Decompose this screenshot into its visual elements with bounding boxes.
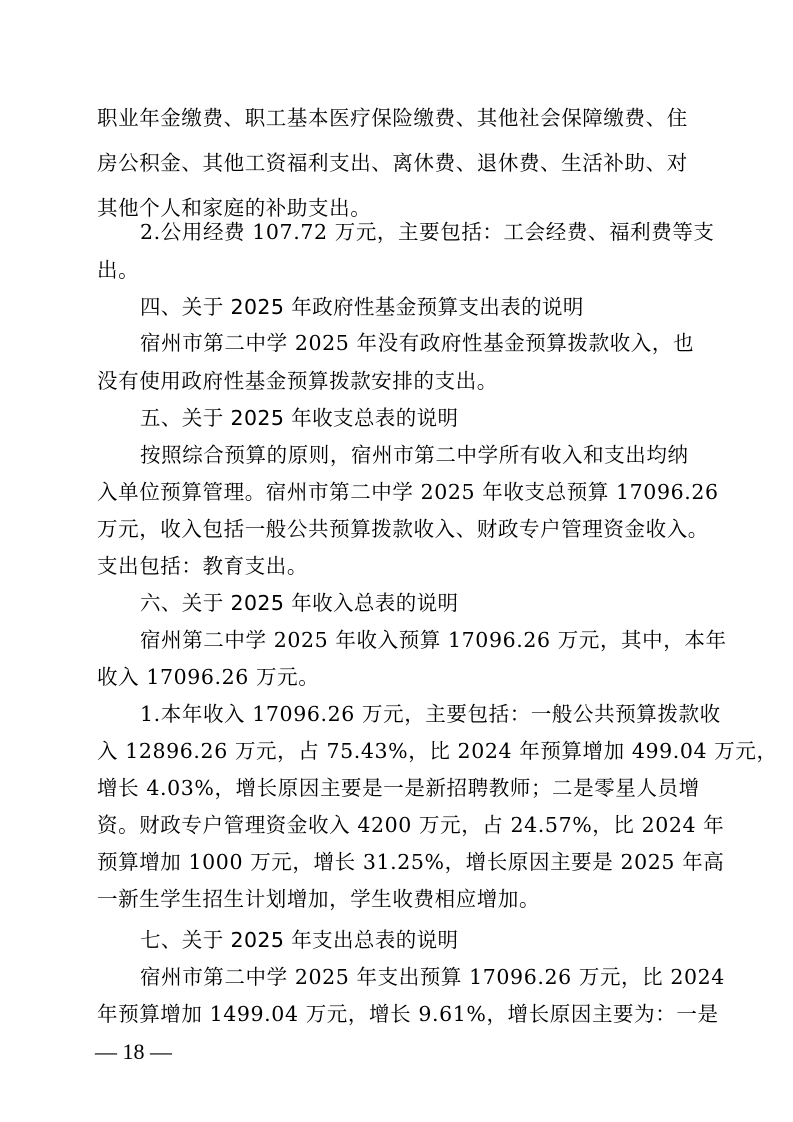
body-text-line: 增长 4.03%，增长原因主要是一是新招聘教师；二是零星人员增 xyxy=(97,776,700,800)
section-heading: 四、关于 2025 年政府性基金预算支出表的说明 xyxy=(140,295,584,319)
body-text-line: 预算增加 1000 万元，增长 31.25%，增长原因主要是 2025 年高 xyxy=(97,850,725,874)
section-heading: 五、关于 2025 年收支总表的说明 xyxy=(140,406,459,430)
section-heading: 七、关于 2025 年支出总表的说明 xyxy=(140,928,459,952)
body-text-line: 支出包括：教育支出。 xyxy=(97,554,308,578)
body-text-line: 按照综合预算的原则，宿州市第二中学所有收入和支出均纳 xyxy=(140,443,689,467)
body-text-line: 入 12896.26 万元，占 75.43%，比 2024 年预算增加 499.04 万元， xyxy=(97,739,778,763)
body-text-line: 2.公用经费 107.72 万元，主要包括：工会经费、福利费等支 xyxy=(140,220,715,244)
body-text-line: 没有使用政府性基金预算拨款安排的支出。 xyxy=(97,369,498,393)
body-text-line: 一新生学生招生计划增加，学生收费相应增加。 xyxy=(97,887,541,911)
page-number: — 18 — xyxy=(95,1039,172,1064)
body-text-line: 职业年金缴费、职工基本医疗保险缴费、其他社会保障缴费、住 xyxy=(97,106,688,130)
body-text-line: 宿州市第二中学 2025 年没有政府性基金预算拨款收入，也 xyxy=(140,331,695,355)
body-text-line: 收入 17096.26 万元。 xyxy=(97,665,320,689)
body-text-line: 宿州市第二中学 2025 年支出预算 17096.26 万元，比 2024 xyxy=(140,965,725,989)
section-heading: 六、关于 2025 年收入总表的说明 xyxy=(140,591,459,615)
body-text-line: 出。 xyxy=(97,258,140,282)
body-text-line: 1.本年收入 17096.26 万元，主要包括：一般公共预算拨款收 xyxy=(140,702,721,726)
body-text-line: 资。财政专户管理资金收入 4200 万元，占 24.57%，比 2024 年 xyxy=(97,813,725,837)
body-text-line: 万元，收入包括一般公共预算拨款收入、财政专户管理资金收入。 xyxy=(97,517,709,541)
body-text-line: 房公积金、其他工资福利支出、离休费、退休费、生活补助、对 xyxy=(97,151,688,175)
body-text-line: 年预算增加 1499.04 万元，增长 9.61%，增长原因主要为：一是 xyxy=(97,1002,719,1026)
body-text-line: 入单位预算管理。宿州市第二中学 2025 年收支总预算 17096.26 xyxy=(97,480,719,504)
body-text-line: 其他个人和家庭的补助支出。 xyxy=(97,196,372,220)
body-text-line: 宿州第二中学 2025 年收入预算 17096.26 万元，其中，本年 xyxy=(140,628,727,652)
